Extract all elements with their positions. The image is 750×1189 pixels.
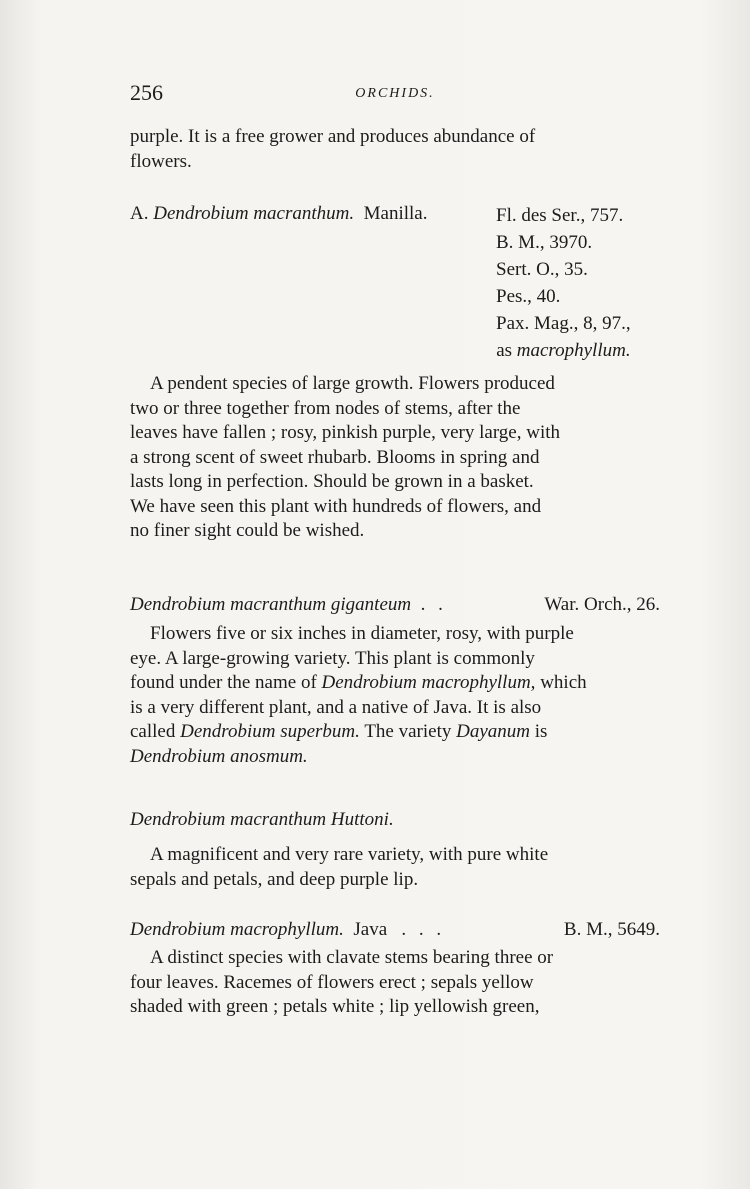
- text-line: shaded with green ; petals white ; lip yellowish green,: [130, 996, 540, 1017]
- entry-dendrobium-macrophyllum: [130, 918, 660, 944]
- text-line: called Dendrobium superbum. The variety Dayanum is: [130, 721, 548, 742]
- page-header: [130, 80, 660, 110]
- text-line: no finer sight could be wished.: [130, 520, 365, 541]
- entry-prefix: A.: [130, 203, 149, 224]
- text-line: We have seen this plant with hundreds of flowers, and: [130, 495, 542, 517]
- leader-dots: . . .: [401, 919, 446, 940]
- reference: B. M., 3970.: [496, 232, 593, 253]
- text-line: flowers.: [130, 150, 192, 172]
- species-name: Dendrobium macrophyllum.: [130, 919, 344, 940]
- text-line: a strong scent of sweet rhubarb. Blooms in spring and: [130, 446, 540, 468]
- description-macrophyllum: [130, 946, 660, 1020]
- reference: War. Orch., 26.: [544, 594, 660, 615]
- text-line: A magnificent and very rare variety, with pure white: [150, 844, 549, 865]
- running-title: ORCHIDS.: [355, 86, 435, 101]
- description-huttoni: [130, 843, 660, 892]
- leader-dots: . .: [420, 594, 447, 615]
- text-line: is a very different plant, and a native of Java. It is also: [130, 696, 542, 718]
- text-line: A pendent species of large growth. Flowers produced: [150, 373, 555, 394]
- entry-dendrobium-macranthum: [130, 202, 660, 372]
- entry-dendrobium-macranthum-huttoni: [130, 808, 660, 833]
- species-name: Dendrobium macranthum.: [153, 203, 355, 224]
- species-name: Dendrobium macranthum giganteum: [130, 594, 412, 615]
- text-line: eye. A large-growing variety. This plant is commonly: [130, 647, 535, 669]
- species-name: Dendrobium macrophyllum,: [321, 672, 536, 693]
- description-dendrobium-macranthum: [130, 372, 660, 544]
- text-line: found under the name of Dendrobium macrophyllum, which: [130, 672, 587, 693]
- species-name: Dendrobium superbum.: [180, 721, 360, 742]
- reference: as macrophyllum.: [496, 340, 631, 361]
- entry-dendrobium-macranthum-giganteum: [130, 593, 660, 619]
- reference: Fl. des Ser., 757.: [496, 205, 624, 226]
- reference: Pax. Mag., 8, 97.,: [496, 313, 631, 334]
- text-line: lasts long in perfection. Should be grown in a basket.: [130, 471, 534, 492]
- text-line: purple. It is a free grower and produces abundance of: [130, 126, 536, 147]
- text-line: [130, 745, 660, 770]
- variety-name: Dayanum: [456, 721, 530, 742]
- reference: B. M., 5649.: [563, 919, 660, 940]
- species-name: Dendrobium macranthum Huttoni.: [130, 809, 394, 830]
- text-line: A distinct species with clavate stems bearing three or: [150, 947, 554, 968]
- description-giganteum: [130, 622, 660, 769]
- reference: Pes., 40.: [496, 286, 561, 307]
- synonym-name: macrophyllum.: [516, 340, 631, 361]
- reference-list: [496, 202, 631, 364]
- reference: Sert. O., 35.: [496, 259, 588, 280]
- text-line: Flowers five or six inches in diameter, rosy, with purple: [150, 623, 574, 644]
- page-number: 256: [130, 80, 163, 105]
- locality: Java: [353, 919, 388, 940]
- text-line: two or three together from nodes of stems, after the: [130, 397, 521, 419]
- species-name: Dendrobium anosmum.: [130, 745, 308, 767]
- paragraph-continuation: [130, 125, 660, 174]
- text-line: leaves have fallen ; rosy, pinkish purple, very large, with: [130, 422, 561, 443]
- text-line: four leaves. Racemes of flowers erect ; sepals yellow: [130, 971, 534, 993]
- locality: Manilla.: [363, 203, 428, 224]
- text-line: sepals and petals, and deep purple lip.: [130, 868, 419, 890]
